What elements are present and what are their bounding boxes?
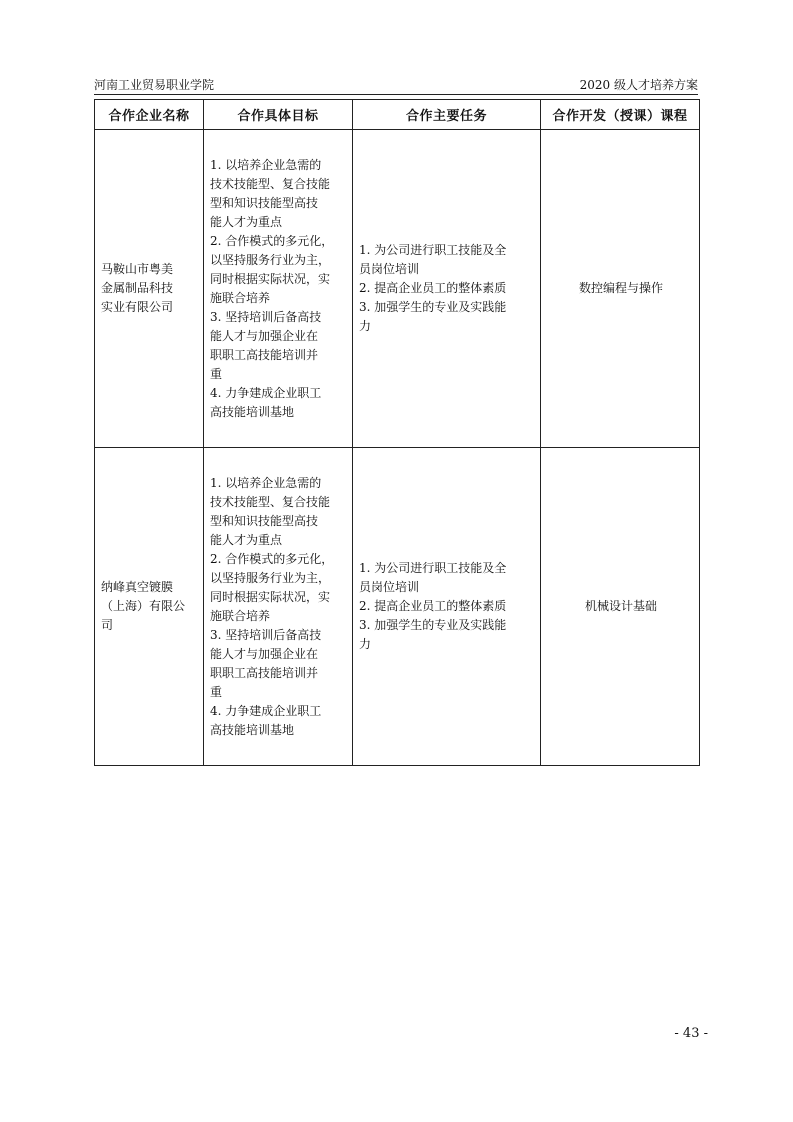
company-name-cell-line: 金属制品科技 xyxy=(101,281,174,295)
cooperation-goals-cell-line: 3. 坚持培训后备高技 xyxy=(210,309,322,324)
cooperation-goals-cell-line: 同时根据实际状况，实 xyxy=(210,589,331,604)
cooperation-goals-cell-line: 型和知识技能型高技 xyxy=(210,513,319,528)
table-row xyxy=(95,448,700,766)
company-name-cell-line: 马鞍山市粤美 xyxy=(101,262,174,276)
cooperation-tasks-cell-line: 3. 加强学生的专业及实践能 xyxy=(359,618,507,632)
cooperation-goals-cell-line: 技术技能型、复合技能 xyxy=(210,176,331,191)
page-number: - 43 - xyxy=(674,1026,708,1041)
table-header-row xyxy=(95,100,700,130)
cooperation-goals-cell xyxy=(204,448,353,766)
company-name-cell-line: 司 xyxy=(101,618,114,632)
cooperation-goals-cell-line: 能人才为重点 xyxy=(210,214,283,229)
column-header-tasks: 合作主要任务 xyxy=(353,100,541,130)
course-cell: 数控编程与操作 xyxy=(541,130,700,448)
cooperation-goals-cell-line: 3. 坚持培训后备高技 xyxy=(210,627,322,642)
cooperation-goals-cell-line: 能人才与加强企业在 xyxy=(210,328,319,343)
company-name-cell-line: 实业有限公司 xyxy=(101,300,174,314)
company-name-cell-line: 纳峰真空镀膜 xyxy=(101,580,174,594)
column-header-company: 合作企业名称 xyxy=(95,100,204,130)
cooperation-goals-cell-line: 高技能培训基地 xyxy=(210,722,295,737)
cooperation-tasks-cell-line: 力 xyxy=(359,637,372,651)
table-row xyxy=(95,130,700,448)
cooperation-goals-cell xyxy=(204,130,353,448)
page-header xyxy=(94,76,698,94)
cooperation-goals-cell-line: 1. 以培养企业急需的 xyxy=(210,157,322,172)
cooperation-tasks-cell-line: 2. 提高企业员工的整体素质 xyxy=(359,281,507,295)
cooperation-goals-cell-line: 重 xyxy=(210,366,223,381)
cooperation-tasks-cell-line: 员岗位培训 xyxy=(359,262,420,276)
header-plan-title: 2020 级人才培养方案 xyxy=(579,78,698,92)
cooperation-goals-cell-line: 以坚持服务行业为主， xyxy=(210,570,331,585)
cooperation-goals-cell-line: 重 xyxy=(210,684,223,699)
cooperation-goals-cell-line: 1. 以培养企业急需的 xyxy=(210,475,322,490)
cooperation-tasks-cell xyxy=(353,130,541,448)
cooperation-goals-cell-line: 4. 力争建成企业职工 xyxy=(210,385,322,400)
cooperation-tasks-cell-line: 3. 加强学生的专业及实践能 xyxy=(359,300,507,314)
cooperation-goals-cell-line: 高技能培训基地 xyxy=(210,404,295,419)
header-school-name: 河南工业贸易职业学院 xyxy=(94,78,215,92)
cooperation-table xyxy=(94,99,700,766)
company-name-cell xyxy=(95,130,204,448)
cooperation-goals-cell-line: 型和知识技能型高技 xyxy=(210,195,319,210)
cooperation-goals-cell-line: 能人才为重点 xyxy=(210,532,283,547)
cooperation-goals-cell-line: 技术技能型、复合技能 xyxy=(210,494,331,509)
company-name-cell-line: （上海）有限公 xyxy=(101,599,186,613)
course-cell: 机械设计基础 xyxy=(541,448,700,766)
header-rule xyxy=(94,94,698,95)
cooperation-goals-cell-line: 2. 合作模式的多元化， xyxy=(210,233,334,248)
cooperation-tasks-cell xyxy=(353,448,541,766)
column-header-courses: 合作开发（授课）课程 xyxy=(541,100,700,130)
cooperation-tasks-cell-line: 员岗位培训 xyxy=(359,580,420,594)
cooperation-goals-cell-line: 职职工高技能培训并 xyxy=(210,665,319,680)
cooperation-goals-cell-line: 职职工高技能培训并 xyxy=(210,347,319,362)
cooperation-goals-cell-line: 2. 合作模式的多元化， xyxy=(210,551,334,566)
cooperation-goals-cell-line: 同时根据实际状况，实 xyxy=(210,271,331,286)
cooperation-tasks-cell-line: 2. 提高企业员工的整体素质 xyxy=(359,599,507,613)
cooperation-tasks-cell-line: 1. 为公司进行职工技能及全 xyxy=(359,561,507,575)
cooperation-tasks-cell-line: 力 xyxy=(359,319,372,333)
cooperation-goals-cell-line: 能人才与加强企业在 xyxy=(210,646,319,661)
column-header-goals: 合作具体目标 xyxy=(204,100,353,130)
cooperation-goals-cell-line: 以坚持服务行业为主， xyxy=(210,252,331,267)
cooperation-goals-cell-line: 施联合培养 xyxy=(210,608,271,623)
cooperation-goals-cell-line: 施联合培养 xyxy=(210,290,271,305)
cooperation-tasks-cell-line: 1. 为公司进行职工技能及全 xyxy=(359,243,507,257)
cooperation-goals-cell-line: 4. 力争建成企业职工 xyxy=(210,703,322,718)
company-name-cell xyxy=(95,448,204,766)
